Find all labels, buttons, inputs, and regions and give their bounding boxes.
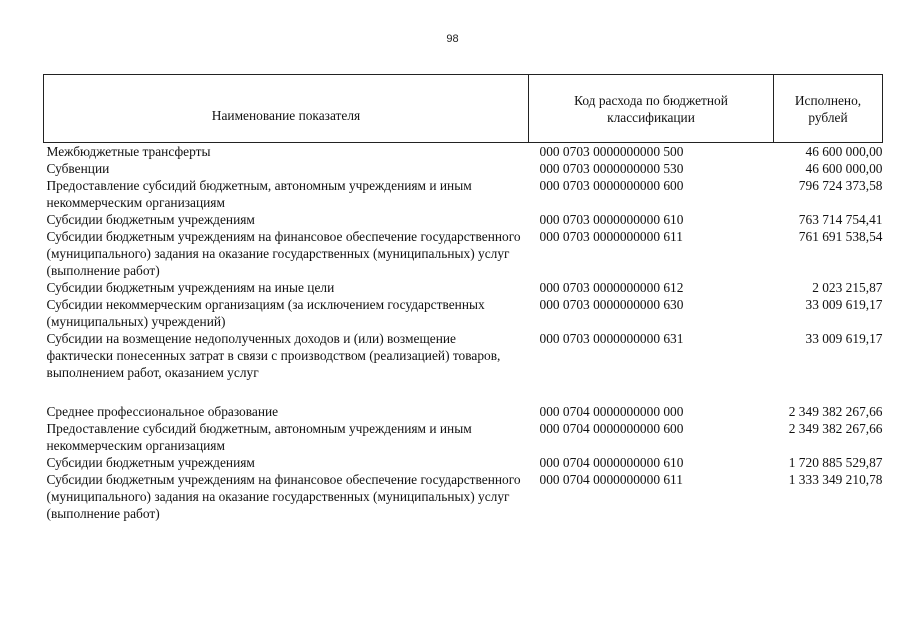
row-name: Субсидии бюджетным учреждениям на финансовое обеспечение государственного (муниципального) задания на оказание государственных (муниципальных) услуг (выполнение работ) [46,472,521,521]
row-name: Субсидии бюджетным учреждениям [46,455,255,470]
row-name: Предоставление субсидий бюджетным, автономным учреждениям и иным некоммерческим организациям [46,178,472,210]
expenditure-table [43,74,883,522]
header-executed: Исполнено, рублей [774,75,883,143]
header-code: Код расхода по бюджетной классификации [529,75,774,143]
row-value: 33 009 619,17 [805,331,883,346]
table-row [44,177,883,211]
row-code: 000 0703 0000000000 612 [539,280,684,295]
row-value: 33 009 619,17 [805,297,883,312]
row-value: 761 691 538,54 [798,229,883,244]
table-row [44,330,883,381]
row-code: 000 0703 0000000000 530 [539,161,684,176]
row-name: Субсидии бюджетным учреждениям на иные цели [46,280,335,295]
row-code: 000 0703 0000000000 630 [539,297,684,312]
row-name: Субвенции [46,161,110,176]
table-row [44,296,883,330]
row-value: 46 600 000,00 [805,144,883,159]
table-row [44,403,883,420]
row-name: Субсидии бюджетным учреждениям [46,212,255,227]
row-value: 763 714 754,41 [798,212,883,227]
row-code: 000 0704 0000000000 610 [539,455,684,470]
row-name: Межбюджетные трансферты [46,144,211,159]
spacer-row [44,381,883,403]
row-name: Субсидии бюджетным учреждениям на финансовое обеспечение государственного (муниципального) задания на оказание государственных (муниципальных) услуг (выполнение работ) [46,229,521,278]
row-value: 2 023 215,87 [812,280,883,295]
table-row [44,143,883,161]
table-row [44,160,883,177]
row-value: 1 333 349 210,78 [788,472,883,487]
table-row [44,420,883,454]
row-name [44,381,529,403]
row-value: 796 724 373,58 [798,178,883,193]
row-code: 000 0703 0000000000 611 [539,229,683,244]
header-name: Наименование показателя [44,75,529,143]
row-code: 000 0703 0000000000 631 [539,331,684,346]
row-name: Предоставление субсидий бюджетным, автономным учреждениям и иным некоммерческим организациям [46,421,472,453]
row-value: 1 720 885 529,87 [788,455,883,470]
row-value: 46 600 000,00 [805,161,883,176]
row-code: 000 0704 0000000000 000 [539,404,684,419]
table-row [44,454,883,471]
page-number: 98 [446,33,459,45]
table-row [44,279,883,296]
row-value: 2 349 382 267,66 [788,421,883,436]
row-code [529,381,774,403]
row-code: 000 0704 0000000000 600 [539,421,684,436]
row-code: 000 0703 0000000000 600 [539,178,684,193]
row-name: Среднее профессиональное образование [46,404,279,419]
row-code: 000 0703 0000000000 610 [539,212,684,227]
table-row [44,228,883,279]
row-code: 000 0703 0000000000 500 [539,144,684,159]
row-name: Субсидии на возмещение недополученных доходов и (или) возмещение фактически понесенных затрат в связи с производством (реализацией) товаров, выполнением работ, оказанием услуг [46,331,501,380]
table-row [44,471,883,522]
table-header-row [44,75,883,143]
row-code: 000 0704 0000000000 611 [539,472,683,487]
row-name: Субсидии некоммерческим организациям (за исключением государственных (муниципальных) учреждений) [46,297,485,329]
row-value [774,381,883,403]
table-row [44,211,883,228]
row-value: 2 349 382 267,66 [788,404,883,419]
